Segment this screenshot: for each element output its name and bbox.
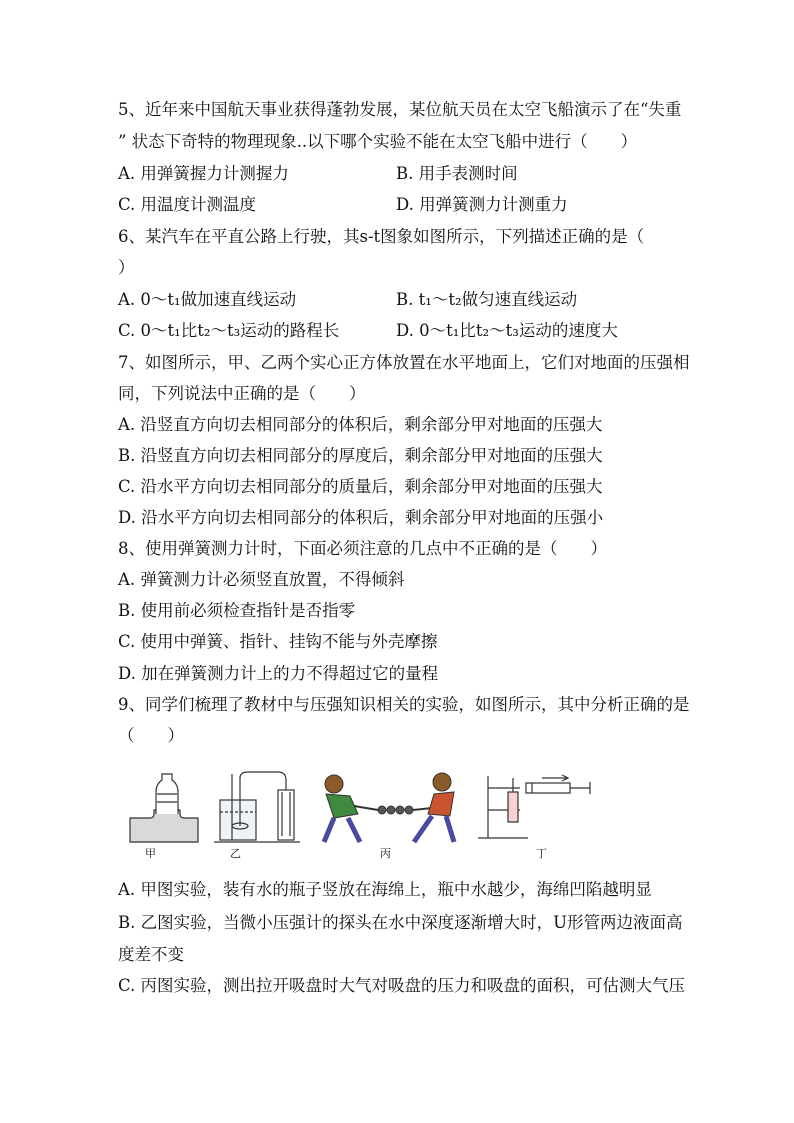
q9-option-c-line1: C. 丙图实验，测出拉开吸盘时大气对吸盘的压力和吸盘的面积，可估测大气压 — [118, 976, 686, 995]
q9-option-b-line2: 度差不变 — [118, 945, 184, 964]
figure-caption-ding: 丁 — [536, 847, 547, 860]
q8-option-c: C. 使用中弹簧、指针、挂钩不能与外壳摩擦 — [118, 632, 438, 651]
q6-option-b: B. t₁～t₂做匀速直线运动 — [396, 290, 578, 309]
q5-stem-line2: ” 状态下奇特的物理现象..以下哪个实验不能在太空飞船中进行（ ） — [118, 132, 638, 151]
q7-option-a: A. 沿竖直方向切去相同部分的体积后，剩余部分甲对地面的压强大 — [118, 415, 603, 434]
q7-stem-line2: 同，下列说法中正确的是（ ） — [118, 384, 366, 403]
q9-option-b-line1: B. 乙图实验，当微小压强计的探头在水中深度逐渐增大时，U形管两边液面高 — [118, 913, 683, 932]
q8-option-b: B. 使用前必须检查指针是否指零 — [118, 601, 356, 620]
q8-option-d: D. 加在弹簧测力计上的力不得超过它的量程 — [118, 664, 439, 683]
q7-option-d: D. 沿水平方向切去相同部分的体积后，剩余部分甲对地面的压强小 — [118, 508, 604, 527]
q5-option-c: C. 用温度计测温度 — [118, 195, 257, 214]
q6-option-c: C. 0～t₁比t₂～t₃运动的路程长 — [118, 321, 340, 340]
q8-option-a: A. 弹簧测力计必须竖直放置，不得倾斜 — [118, 570, 405, 589]
q6-option-a: A. 0～t₁做加速直线运动 — [118, 290, 297, 309]
q7-option-b: B. 沿竖直方向切去相同部分的厚度后，剩余部分甲对地面的压强大 — [118, 446, 603, 465]
bottle-on-sponge-drawing — [130, 774, 198, 842]
q7-stem-line1: 7、如图所示，甲、乙两个实心正方体放置在水平地面上，它们对地面的压强相 — [118, 353, 690, 372]
q6-stem-line1: 6、某汽车在平直公路上行驶，其s-t图象如图所示，下列描述正确的是（ — [118, 227, 645, 246]
pressure-experiments-figure — [128, 770, 598, 862]
figure-caption-jia: 甲 — [145, 847, 156, 860]
q6-option-d: D. 0～t₁比t₂～t₃运动的速度大 — [396, 321, 618, 340]
figure-caption-bing: 丙 — [380, 847, 391, 860]
syringe-stand-drawing — [478, 775, 590, 838]
pressure-gauge-drawing — [214, 772, 300, 842]
q7-option-c: C. 沿水平方向切去相同部分的质量后，剩余部分甲对地面的压强大 — [118, 477, 603, 496]
tug-of-war-drawing — [324, 773, 454, 842]
q5-option-d: D. 用弹簧测力计测重力 — [396, 195, 568, 214]
q8-stem: 8、使用弹簧测力计时，下面必须注意的几点中不正确的是（ ） — [118, 539, 607, 558]
q6-stem-line2: ） — [118, 258, 135, 277]
q5-stem-line1: 5、近年来中国航天事业获得蓬勃发展，某位航天员在太空飞船演示了在“失重 — [118, 100, 682, 119]
q9-stem-line2: （ ） — [118, 726, 184, 745]
q9-stem-line1: 9、同学们梳理了教材中与压强知识相关的实验，如图所示，其中分析正确的是 — [118, 695, 690, 714]
q5-option-a: A. 用弹簧握力计测握力 — [118, 164, 289, 183]
q9-option-a: A. 甲图实验，装有水的瓶子竖放在海绵上，瓶中水越少，海绵凹陷越明显 — [118, 880, 652, 899]
figure-caption-yi: 乙 — [230, 847, 241, 860]
q5-option-b: B. 用手表测时间 — [396, 164, 518, 183]
